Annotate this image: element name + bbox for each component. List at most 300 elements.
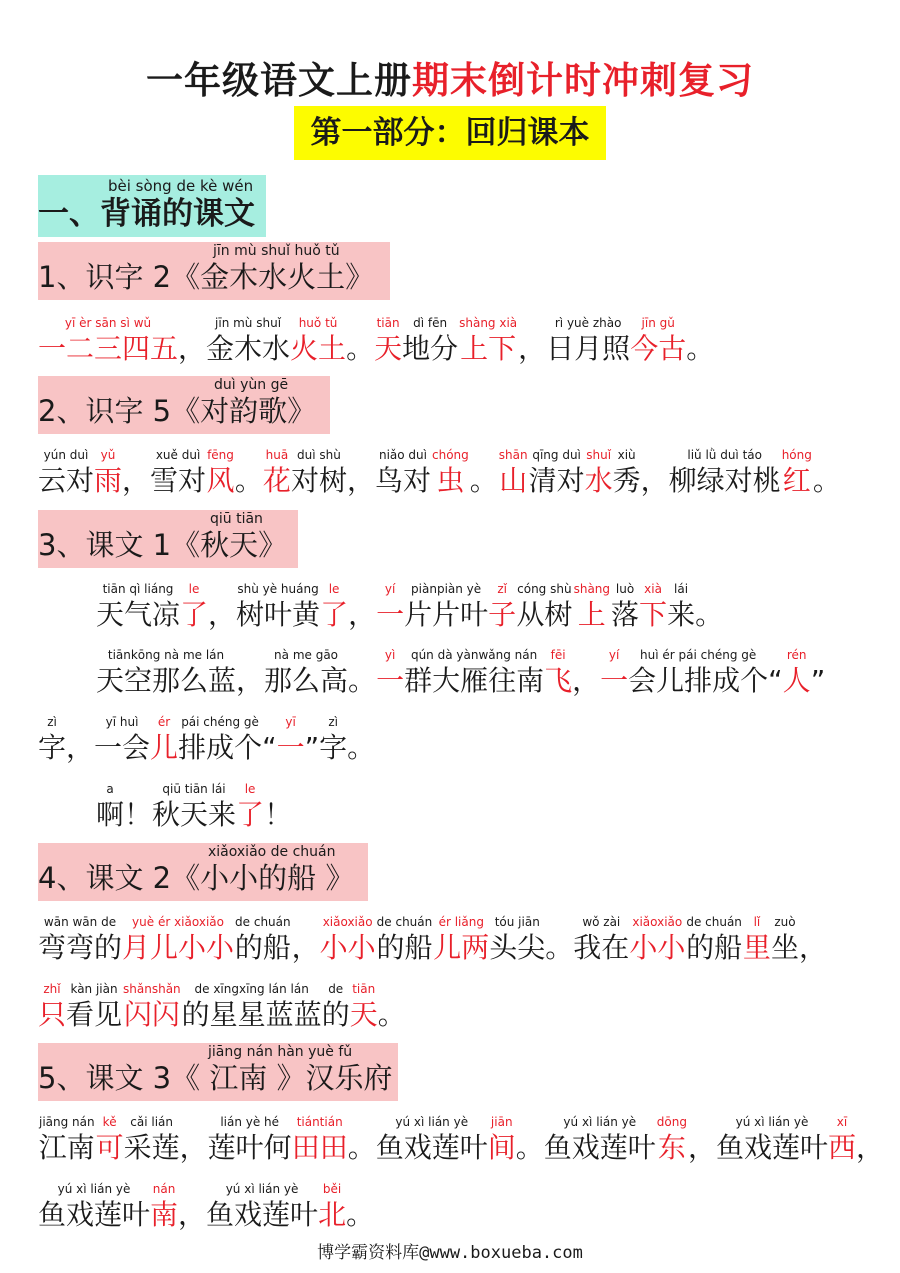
- pinyin: zuò: [774, 915, 796, 929]
- lesson-label: 2、识字 5《对韵歌》: [38, 394, 317, 428]
- text-word: [38, 1180, 150, 1232]
- pinyin: fēng: [207, 448, 234, 462]
- lesson-heading-1: [38, 242, 390, 300]
- highlight-word: [743, 913, 771, 965]
- hanzi: 日月照: [546, 332, 631, 365]
- hanzi: 会儿排成个: [628, 664, 769, 697]
- hanzi: 上: [577, 598, 606, 631]
- pinyin: yī: [285, 715, 296, 729]
- highlight-word: [458, 314, 518, 366]
- pinyin: [277, 780, 279, 798]
- pinyin: [529, 1113, 531, 1131]
- highlight-word: [150, 1180, 178, 1232]
- highlight-word: [585, 446, 613, 498]
- title-highlight: 期末倒计时冲刺复习: [412, 59, 754, 102]
- hanzi: 一: [276, 731, 305, 764]
- hanzi: 鱼戏莲叶: [715, 1131, 828, 1164]
- hanzi: 儿两: [433, 931, 490, 964]
- hanzi: 来: [667, 598, 696, 631]
- hanzi: 。: [234, 464, 263, 497]
- hanzi: ，: [66, 731, 95, 764]
- hanzi: ，: [346, 464, 375, 497]
- text-word: [489, 913, 545, 965]
- hanzi: 。: [469, 464, 498, 497]
- lesson-pinyin: jiāng nán hàn yuè fǔ: [208, 1044, 353, 1060]
- text-word: [768, 646, 783, 698]
- lesson-pinyin: duì yùn gē: [214, 377, 289, 393]
- hanzi: 对树: [290, 464, 347, 497]
- pinyin: shǎnshǎn: [123, 982, 181, 996]
- lesson-heading-5: [38, 1043, 398, 1101]
- hanzi: 坐: [770, 931, 799, 964]
- text-word: [695, 580, 723, 632]
- pinyin: yī èr sān sì wǔ: [64, 316, 152, 330]
- text-line: [38, 1180, 374, 1232]
- hanzi: 的船: [376, 931, 433, 964]
- highlight-word: [38, 314, 178, 366]
- pinyin: tiántián: [296, 1115, 343, 1129]
- highlight-word: [277, 713, 305, 765]
- hanzi: 可: [95, 1131, 124, 1164]
- pinyin: qīng duì: [532, 448, 581, 462]
- footer-watermark: 博学霸资料库@www.boxueba.com: [317, 1243, 583, 1263]
- pinyin: [305, 913, 307, 931]
- text-line: [96, 580, 723, 632]
- pinyin: qún dà yànwǎng nán: [410, 648, 538, 662]
- hanzi: 。: [347, 731, 376, 764]
- pinyin: tiān qì liáng: [102, 582, 174, 596]
- text-word: [38, 913, 122, 965]
- highlight-word: [122, 913, 234, 965]
- pinyin: hóng: [781, 448, 812, 462]
- hanzi: 鱼戏莲叶: [38, 1198, 151, 1231]
- hanzi: 从树: [516, 598, 573, 631]
- text-word: [856, 1113, 884, 1165]
- text-word: [208, 1113, 292, 1165]
- text-word: [235, 446, 263, 498]
- text-word: [667, 580, 695, 632]
- pinyin: liǔ lǜ duì táo: [687, 448, 762, 462]
- text-word: [544, 1113, 656, 1165]
- hanzi: 鸟对: [374, 464, 431, 497]
- hanzi: 啊: [96, 798, 125, 831]
- hanzi: 。: [545, 931, 574, 964]
- pinyin: huǒ tǔ: [298, 316, 338, 330]
- hanzi: 。: [346, 332, 375, 365]
- text-word: [96, 780, 124, 832]
- text-word: [611, 580, 639, 632]
- pinyin: shàng xià: [459, 316, 518, 330]
- pinyin: [359, 314, 361, 332]
- highlight-word: [639, 580, 667, 632]
- lesson-pinyin: jīn mù shuǐ huǒ tǔ: [213, 243, 340, 259]
- highlight-word: [263, 446, 291, 498]
- highlight-word: [318, 1180, 346, 1232]
- pinyin: [359, 1180, 361, 1198]
- pinyin: [654, 446, 656, 464]
- hanzi: “: [768, 664, 783, 697]
- pinyin: [361, 646, 363, 664]
- pinyin: wǒ zài: [582, 915, 621, 929]
- hanzi: 采莲: [123, 1131, 180, 1164]
- pinyin: [531, 314, 533, 332]
- pinyin: [249, 646, 251, 664]
- text-word: [376, 1113, 488, 1165]
- pinyin: [191, 1180, 193, 1198]
- text-line: [96, 646, 825, 698]
- pinyin: tiān: [376, 316, 400, 330]
- pinyin: yú xì lián yè: [395, 1115, 469, 1129]
- pinyin: [817, 646, 819, 664]
- hanzi: 片片叶: [404, 598, 489, 631]
- text-line: [38, 1113, 884, 1165]
- highlight-word: [376, 646, 404, 698]
- pinyin: xuě duì: [155, 448, 201, 462]
- hanzi: ，: [236, 664, 265, 697]
- highlight-word: [38, 980, 66, 1032]
- pinyin: tiānkōng nà me lán: [107, 648, 225, 662]
- hanzi: 。: [812, 464, 841, 497]
- section-heading: [38, 175, 266, 237]
- lesson-heading-4: [38, 843, 368, 901]
- title-main: 一年级语文上册: [146, 59, 412, 102]
- hanzi: 头尖: [489, 931, 546, 964]
- highlight-word: [630, 314, 686, 366]
- hanzi: 水: [584, 464, 613, 497]
- text-word: [376, 913, 434, 965]
- pinyin: běi: [322, 1182, 342, 1196]
- pinyin: [774, 646, 776, 664]
- highlight-word: [122, 980, 182, 1032]
- text-word: [292, 913, 320, 965]
- hanzi: 西: [828, 1131, 857, 1164]
- text-word: [291, 446, 347, 498]
- pinyin: xiù: [617, 448, 636, 462]
- text-word: [346, 314, 374, 366]
- pinyin: cǎi lián: [130, 1115, 174, 1129]
- pinyin: [391, 980, 393, 998]
- pinyin: dì fēn: [413, 316, 448, 330]
- hanzi: ”: [304, 731, 320, 764]
- text-word: [206, 314, 290, 366]
- pinyin: yún duì: [43, 448, 89, 462]
- hanzi: 天空那么蓝: [96, 664, 237, 697]
- hanzi: 。: [346, 1198, 375, 1231]
- text-word: [66, 713, 94, 765]
- hanzi: 的船: [234, 931, 291, 964]
- text-line: [38, 446, 841, 498]
- text-word: [96, 580, 180, 632]
- highlight-word: [656, 1113, 688, 1165]
- hanzi: 的: [321, 998, 350, 1031]
- hanzi: ，: [572, 664, 601, 697]
- text-word: [319, 713, 347, 765]
- hanzi: 田田: [291, 1131, 348, 1164]
- pinyin: luò: [615, 582, 635, 596]
- text-word: [305, 713, 320, 765]
- pinyin: jiān: [490, 1115, 513, 1129]
- hanzi: 飞: [544, 664, 573, 697]
- lesson-label: 4、课文 2《小小的船 》: [38, 861, 355, 895]
- text-word: [38, 1113, 96, 1165]
- hanzi: 儿: [150, 731, 179, 764]
- hanzi: 东: [657, 1131, 686, 1164]
- text-word: [264, 646, 348, 698]
- pinyin: niǎo duì: [378, 448, 427, 462]
- hanzi: 火土: [290, 332, 347, 365]
- highlight-word: [236, 780, 264, 832]
- pinyin: xià: [644, 582, 662, 596]
- hanzi: 里: [742, 931, 771, 964]
- pinyin: le: [188, 582, 200, 596]
- hanzi: 一: [376, 664, 405, 697]
- highlight-word: [320, 913, 376, 965]
- text-word: [96, 646, 236, 698]
- hanzi: 小小: [319, 931, 376, 964]
- text-word: [613, 446, 641, 498]
- hanzi: 地分: [402, 332, 459, 365]
- hanzi: 柳绿对桃: [668, 464, 781, 497]
- pinyin: shān: [498, 448, 528, 462]
- text-word: [348, 1113, 376, 1165]
- hanzi: 雪对: [150, 464, 207, 497]
- hanzi: 只: [38, 998, 67, 1031]
- text-word: [347, 713, 375, 765]
- text-word: [348, 580, 376, 632]
- text-word: [685, 913, 743, 965]
- pinyin: yí: [384, 582, 396, 596]
- text-word: [375, 446, 431, 498]
- text-word: [347, 446, 375, 498]
- pinyin: [268, 713, 270, 731]
- text-word: [152, 780, 236, 832]
- hanzi: 秋天来: [152, 798, 237, 831]
- highlight-word: [573, 580, 611, 632]
- pinyin: zǐ: [497, 582, 507, 596]
- pinyin: le: [328, 582, 340, 596]
- pinyin: [361, 1113, 363, 1131]
- hanzi: ，: [178, 332, 207, 365]
- pinyin: [812, 913, 814, 931]
- hanzi: 月儿小小: [122, 931, 235, 964]
- hanzi: 下: [639, 598, 668, 631]
- hanzi: 看见: [66, 998, 123, 1031]
- text-word: [66, 980, 122, 1032]
- text-word: [641, 446, 669, 498]
- text-word: [572, 646, 600, 698]
- section-pinyin: bèi sòng de kè wén: [108, 177, 254, 195]
- text-word: [206, 1180, 318, 1232]
- pinyin: [248, 446, 250, 464]
- pinyin: zì: [47, 715, 57, 729]
- pinyin: yú xì lián yè: [563, 1115, 637, 1129]
- hanzi: 。: [686, 332, 715, 365]
- text-word: [38, 713, 66, 765]
- text-word: [669, 446, 781, 498]
- text-word: [346, 1180, 374, 1232]
- highlight-word: [544, 646, 572, 698]
- pinyin: piànpiàn yè: [411, 582, 482, 596]
- text-line: [38, 980, 406, 1032]
- text-word: [150, 446, 206, 498]
- pinyin: jīn gǔ: [641, 316, 675, 330]
- text-word: [38, 446, 94, 498]
- text-word: [545, 913, 573, 965]
- hanzi: ，: [291, 931, 320, 964]
- text-word: [813, 446, 841, 498]
- highlight-word: [828, 1113, 856, 1165]
- hanzi: 南: [150, 1198, 179, 1231]
- pinyin: lái: [674, 582, 689, 596]
- hanzi: 风: [206, 464, 235, 497]
- text-line: [38, 713, 375, 765]
- pinyin: huā: [265, 448, 289, 462]
- highlight-word: [320, 580, 348, 632]
- hanzi: 排成个: [178, 731, 263, 764]
- pinyin: [585, 646, 587, 664]
- pinyin: de chuán: [235, 915, 291, 929]
- section-label: 一、背诵的课文: [38, 196, 255, 232]
- text-word: [124, 780, 152, 832]
- pinyin: yú xì lián yè: [225, 1182, 299, 1196]
- text-word: [686, 314, 714, 366]
- lesson-label: 3、课文 1《秋天》: [38, 528, 288, 562]
- hanzi: 群大雁往南: [404, 664, 545, 697]
- pinyin: de chuán: [376, 915, 433, 929]
- pinyin: xī: [836, 1115, 848, 1129]
- pinyin: zì: [328, 715, 338, 729]
- highlight-word: [783, 646, 811, 698]
- hanzi: 闪闪: [123, 998, 180, 1031]
- hanzi: 弯弯的: [38, 931, 123, 964]
- text-word: [516, 580, 572, 632]
- pinyin: shàng: [573, 582, 611, 596]
- pinyin: lián yè hé: [220, 1115, 280, 1129]
- hanzi: ，: [208, 598, 237, 631]
- pinyin: rén: [786, 648, 807, 662]
- hanzi: 。: [377, 998, 406, 1031]
- pinyin: kàn jiàn: [70, 982, 118, 996]
- hanzi: ，: [518, 332, 547, 365]
- pinyin: wān wān de: [43, 915, 117, 929]
- hanzi: 北: [318, 1198, 347, 1231]
- text-word: [518, 314, 546, 366]
- pinyin: yì: [384, 648, 396, 662]
- hanzi: 云对: [38, 464, 95, 497]
- highlight-word: [150, 713, 178, 765]
- highlight-word: [292, 1113, 348, 1165]
- lesson-heading-2: [38, 376, 330, 434]
- pinyin: [79, 713, 81, 731]
- pinyin: [191, 314, 193, 332]
- highlight-word: [431, 446, 470, 498]
- pinyin: qiū tiān lái: [162, 782, 226, 796]
- text-word: [182, 980, 322, 1032]
- hanzi: 子: [488, 598, 517, 631]
- pinyin: chóng: [431, 448, 469, 462]
- highlight-word: [488, 1113, 516, 1165]
- text-word: [811, 646, 826, 698]
- text-word: [236, 580, 320, 632]
- hanzi: 花: [262, 464, 291, 497]
- hanzi: 天: [374, 332, 403, 365]
- highlight-word: [94, 446, 122, 498]
- pinyin: [137, 780, 139, 798]
- text-word: [378, 980, 406, 1032]
- pinyin: huì ér pái chéng gè: [640, 648, 757, 662]
- pinyin: yí: [608, 648, 620, 662]
- hanzi: “: [262, 731, 277, 764]
- pinyin: yuè ér xiǎoxiǎo: [132, 915, 224, 929]
- text-word: [402, 314, 458, 366]
- pinyin: [360, 713, 362, 731]
- hanzi: 字: [319, 731, 348, 764]
- pinyin: [869, 1113, 871, 1131]
- pinyin: jīn mù shuǐ: [215, 316, 282, 330]
- text-word: [178, 1180, 206, 1232]
- hanzi: ，: [687, 1131, 716, 1164]
- pinyin: xiǎoxiǎo: [322, 915, 373, 929]
- hanzi: ，: [179, 1131, 208, 1164]
- hanzi: 一: [600, 664, 629, 697]
- hanzi: 山: [499, 464, 528, 497]
- hanzi: 我在: [573, 931, 630, 964]
- highlight-word: [350, 980, 378, 1032]
- pinyin: a: [106, 782, 114, 796]
- pinyin: yú xì lián yè: [735, 1115, 809, 1129]
- text-word: [573, 913, 629, 965]
- pinyin: [311, 713, 313, 731]
- pinyin: de: [328, 982, 344, 996]
- pinyin: yī huì: [105, 715, 139, 729]
- pinyin: [193, 1113, 195, 1131]
- highlight-word: [433, 913, 489, 965]
- text-word: [516, 1113, 544, 1165]
- pinyin: kě: [102, 1115, 117, 1129]
- pinyin: ér liǎng: [438, 915, 484, 929]
- pinyin: ér: [157, 715, 171, 729]
- text-line: [38, 913, 827, 965]
- text-word: [178, 713, 262, 765]
- text-word: [771, 913, 799, 965]
- hanzi: 虫: [436, 464, 465, 497]
- pinyin: pái chéng gè: [181, 715, 259, 729]
- hanzi: 鱼戏莲叶: [206, 1198, 319, 1231]
- pinyin: [221, 580, 223, 598]
- pinyin: cóng shù: [517, 582, 572, 596]
- text-word: [264, 780, 292, 832]
- hanzi: 金木水: [206, 332, 291, 365]
- hanzi: ，: [122, 464, 151, 497]
- page-title: [0, 50, 900, 104]
- hanzi: 红: [782, 464, 811, 497]
- pinyin: shù yè huáng: [237, 582, 319, 596]
- hanzi: 清对: [528, 464, 585, 497]
- hanzi: 了: [180, 598, 209, 631]
- hanzi: 。: [348, 664, 377, 697]
- highlight-word: [600, 646, 628, 698]
- hanzi: 一: [376, 598, 405, 631]
- text-word: [122, 446, 150, 498]
- text-word: [628, 646, 768, 698]
- hanzi: 天: [349, 998, 378, 1031]
- pinyin: [361, 580, 363, 598]
- pinyin: xiǎoxiǎo: [632, 915, 683, 929]
- text-word: [404, 646, 544, 698]
- hanzi: ”: [810, 664, 826, 697]
- lesson-heading-3: [38, 510, 298, 568]
- hanzi: 莲叶何: [207, 1131, 292, 1164]
